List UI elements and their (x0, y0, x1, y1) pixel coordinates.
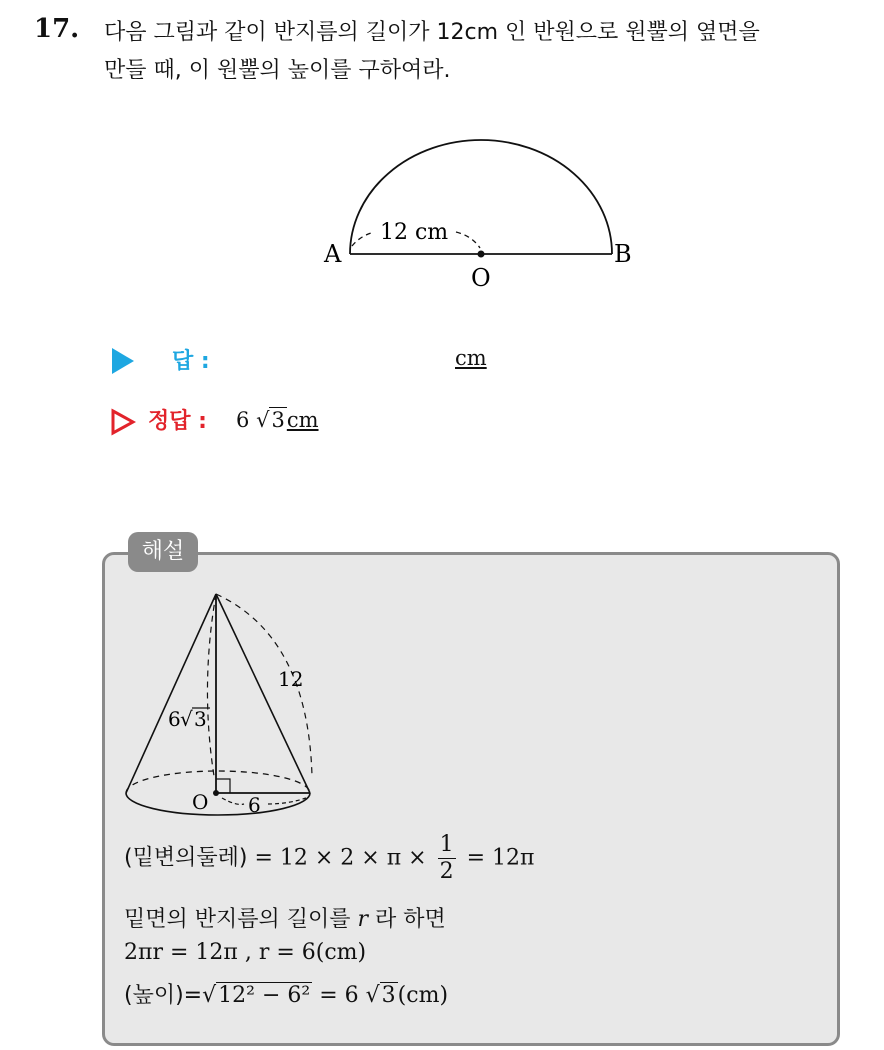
answer-row (110, 342, 530, 378)
sqrt-expression: √12² − 6² (202, 983, 311, 1008)
slant-label: 12 (278, 667, 304, 691)
sqrt-result: √3 (365, 983, 396, 1008)
radius-sentence-pre: 밑면의 반지름의 길이를 (124, 907, 351, 932)
radius-sentence-post: 라 하면 (375, 907, 446, 932)
perimeter-term: (밑변의둘레) (124, 845, 248, 871)
label-o: O (471, 264, 491, 292)
solution-line-1 (124, 832, 534, 885)
question-text (104, 14, 874, 90)
cone-dash-left (207, 594, 216, 776)
fraction-numerator: 1 (439, 832, 454, 857)
height-coef: 6 (168, 707, 181, 731)
solution-line-2 (124, 902, 446, 933)
height-mid: = 6 (319, 983, 359, 1008)
play-triangle-icon (112, 348, 134, 374)
sqrt-result-radicand: 3 (381, 983, 396, 1008)
center-point (478, 251, 485, 258)
sqrt-symbol: √3 (256, 408, 285, 432)
radius-variable: r (357, 907, 369, 932)
fraction-denominator: 2 (439, 859, 454, 884)
correct-answer-row (110, 404, 530, 440)
radius-dash-left (352, 232, 374, 246)
cone-base-front (126, 793, 310, 815)
radius-dash-right (456, 232, 480, 248)
height-term: (높이)= (124, 983, 203, 1008)
answer-label: 답 : (172, 349, 210, 374)
solution-line-3: 2πr = 12π , r = 6(cm) (124, 940, 367, 965)
outline-triangle-icon (110, 408, 136, 436)
radius-dash (222, 798, 244, 804)
correct-radicand: 3 (271, 408, 285, 432)
solution-line-4 (124, 978, 448, 1009)
question-line-2: 만들 때, 이 원뿔의 높이를 구하여라. (104, 58, 451, 83)
question-line-1: 다음 그림과 같이 반지름의 길이가 12cm 인 반원으로 원뿔의 옆면을 (104, 20, 760, 45)
height-unit: (cm) (397, 983, 449, 1008)
radius-label-6: 6 (248, 793, 261, 817)
semicircle-figure (316, 118, 656, 298)
cone-side-right (216, 594, 310, 793)
label-b: B (614, 240, 632, 268)
cone-base-back (126, 771, 310, 793)
solution-tab: 해설 (128, 532, 198, 572)
height-sqrt-sign: √ (180, 707, 193, 731)
radius-label: 12 cm (380, 220, 449, 245)
perimeter-result: = 12π (466, 845, 535, 871)
perimeter-expr: = 12 × 2 × π × (254, 845, 427, 871)
correct-label: 정답 : (148, 409, 207, 434)
cone-center-point (213, 790, 219, 796)
cone-figure (118, 586, 338, 826)
answer-unit: cm (455, 346, 487, 370)
correct-unit: cm (286, 408, 319, 432)
correct-coef: 6 (236, 408, 250, 432)
center-label: O (192, 790, 209, 814)
fraction-half (438, 832, 456, 885)
correct-value (236, 408, 319, 432)
cone-side-left (126, 594, 216, 793)
height-radicand: 3 (194, 707, 207, 731)
label-a: A (324, 240, 342, 268)
sqrt-radicand: 12² − 6² (218, 983, 311, 1008)
question-number: 17. (34, 14, 80, 44)
